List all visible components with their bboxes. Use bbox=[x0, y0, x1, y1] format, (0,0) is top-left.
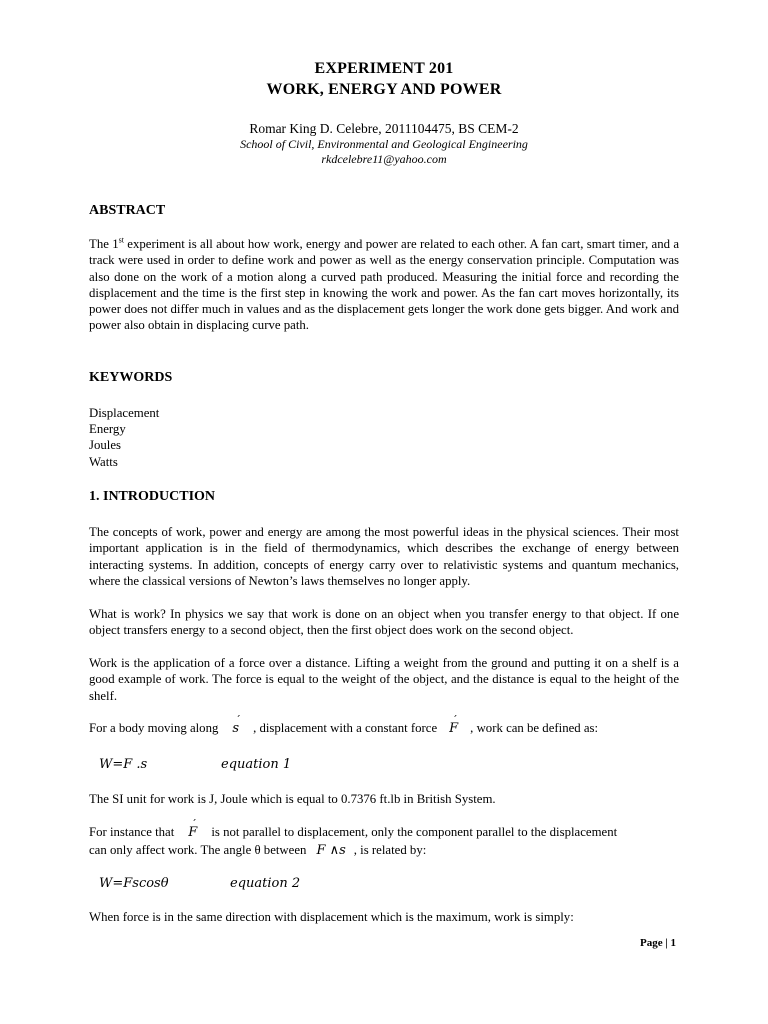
intro-paragraph-7: When force is in the same direction with displacement which is the maximum, work is simply: bbox=[89, 910, 574, 924]
intro-paragraph-4: For a body moving along´ s , displacement with a constant force´ F , work can be defined as: bbox=[89, 720, 689, 737]
intro-paragraph-2: What is work? In physics we say that work is done on an object when you transfer energy to that object. If one object transfers energy to a second object, then the first object does work on the second object. bbox=[89, 607, 679, 638]
equation-2: W=Fscosθ bbox=[99, 876, 169, 891]
keyword-item: Joules bbox=[89, 438, 121, 452]
abstract-text: The 1st experiment is all about how work, energy and power are related to each other. A fan cart, smart timer, and a track were used in order to define work and power as well as the energy conservation principle. Computation was also done on the work of a motion along a curved path produced. Measuring the initial force and recording the displacement and the time is the first step in knowing the work and power. As the fan cart moves horizontally, its power does not differ much in values and as the displacement gets longer the work done gets bigger. And work and power also obtain in displacing curve path. bbox=[89, 235, 680, 333]
keyword-item: Displacement bbox=[89, 406, 160, 420]
experiment-number: EXPERIMENT 201 bbox=[314, 60, 454, 77]
abstract-heading: ABSTRACT bbox=[89, 203, 166, 218]
keyword-item: Watts bbox=[89, 455, 118, 469]
equation-1-label: equation 1 bbox=[221, 757, 292, 772]
intro-paragraph-6-cont: can only affect work. The angle θ between F ∧s , is related by: bbox=[89, 843, 427, 858]
equation-2-label: equation 2 bbox=[230, 876, 301, 891]
author-email: rkdcelebre11@yahoo.com bbox=[321, 152, 447, 166]
keywords-heading: KEYWORDS bbox=[89, 370, 173, 385]
paper-title: WORK, ENERGY AND POWER bbox=[266, 81, 502, 98]
intro-paragraph-6: For instance that´ F is not parallel to displacement, only the component parallel to the displacement bbox=[89, 824, 679, 841]
intro-paragraph-5: The SI unit for work is J, Joule which is equal to 0.7376 ft.lb in British System. bbox=[89, 792, 496, 806]
equation-1: W=F .s bbox=[99, 757, 148, 772]
introduction-heading: 1. INTRODUCTION bbox=[89, 489, 216, 504]
intro-paragraph-3: Work is the application of a force over a distance. Lifting a weight from the ground and putting it on a shelf is a good example of work. The force is equal to the weight of the object, and the distance is equal to the height of the shelf. bbox=[89, 656, 679, 703]
page-number: Page | 1 bbox=[639, 937, 676, 949]
author-line: Romar King D. Celebre, 2011104475, BS CEM-2 bbox=[249, 121, 519, 136]
school-affiliation: School of Civil, Environmental and Geological Engineering bbox=[240, 137, 528, 151]
intro-paragraph-1: The concepts of work, power and energy are among the most powerful ideas in the physical sciences. Their most important application is in the field of thermodynamics, which describes the exchange of energy between interacting systems. In addition, concepts of energy carry over to relativistic systems and quantum mechanics, where the classical versions of Newton’s laws themselves no longer apply. bbox=[89, 525, 679, 588]
keyword-item: Energy bbox=[89, 422, 126, 436]
